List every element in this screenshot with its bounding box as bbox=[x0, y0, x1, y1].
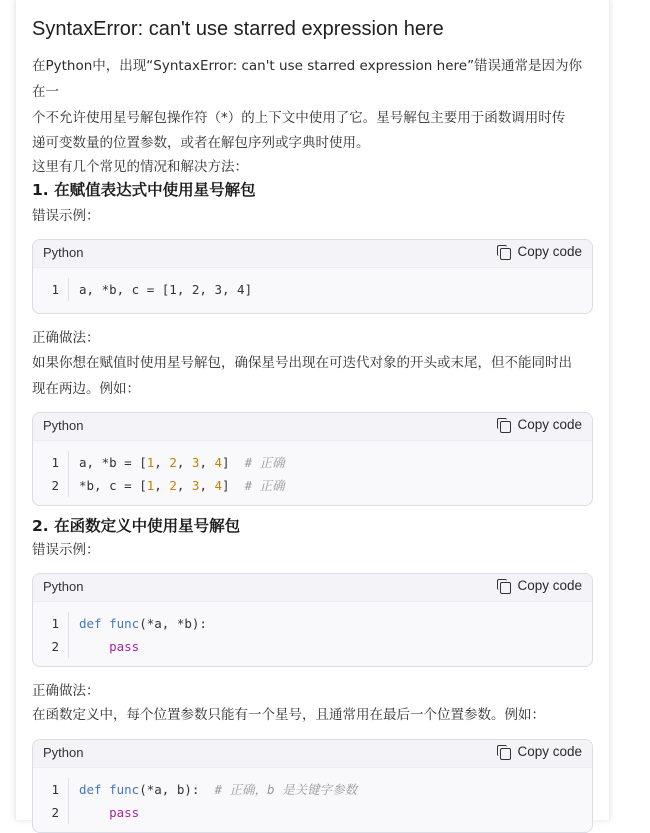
copy-code-label: Copy code bbox=[517, 244, 582, 259]
copy-code-button[interactable] bbox=[497, 417, 582, 432]
section1-explain-2: 现在两边。例如： bbox=[32, 381, 140, 397]
code-comment: # 正确，b 是关键字参数 bbox=[214, 782, 358, 797]
code-text: *b, c = [1, 2, 3, 4] # 正确 bbox=[79, 478, 285, 493]
code-line bbox=[33, 778, 592, 801]
section2-right-label: 正确做法： bbox=[32, 683, 100, 699]
section2-wrong-label: 错误示例： bbox=[32, 542, 100, 558]
code-header bbox=[33, 413, 592, 441]
code-text: a, *b, c = [1, 2, 3, 4] bbox=[79, 282, 253, 297]
code-line bbox=[33, 635, 592, 658]
line-number: 1 bbox=[33, 778, 69, 801]
code-block-2 bbox=[32, 412, 593, 506]
copy-icon bbox=[497, 418, 511, 432]
code-language: Python bbox=[43, 418, 84, 433]
copy-code-label: Copy code bbox=[517, 578, 582, 593]
answer-content bbox=[32, 0, 594, 833]
intro-line-1: 在Python中，出现“SyntaxError: can't use starred expression here”错误通常是因为你在一 bbox=[32, 58, 583, 100]
code-body bbox=[33, 768, 592, 832]
code-header bbox=[33, 740, 592, 768]
page-title: SyntaxError: can't use starred expression here bbox=[32, 18, 444, 40]
code-header bbox=[33, 574, 592, 602]
line-number: 2 bbox=[33, 474, 69, 497]
code-text bbox=[69, 635, 139, 658]
code-language: Python bbox=[43, 245, 84, 260]
intro-line-3: 递可变数量的位置参数，或者在解包序列或字典时使用。 bbox=[32, 135, 370, 151]
copy-code-label: Copy code bbox=[517, 417, 582, 432]
code-line bbox=[33, 474, 592, 497]
line-number: 1 bbox=[33, 278, 69, 301]
code-line bbox=[33, 801, 592, 824]
code-body bbox=[33, 268, 592, 313]
section1-explain-1: 如果你想在赋值时使用星号解包，确保星号出现在可迭代对象的开头或末尾，但不能同时出 bbox=[32, 355, 572, 371]
intro-line-2: 个不允许使用星号解包操作符（*）的上下文中使用了它。星号解包主要用于函数调用时传 bbox=[32, 110, 566, 126]
line-number: 1 bbox=[33, 451, 69, 474]
section1-right-label: 正确做法： bbox=[32, 330, 100, 346]
code-comment: # 正确 bbox=[244, 478, 285, 493]
code-keyword: pass bbox=[109, 639, 140, 654]
line-number: 2 bbox=[33, 801, 69, 824]
line-number: 2 bbox=[33, 635, 69, 658]
copy-code-label: Copy code bbox=[517, 744, 582, 759]
code-line bbox=[33, 451, 592, 474]
section1-heading: 1. 在赋值表达式中使用星号解包 bbox=[32, 181, 256, 199]
code-line bbox=[33, 278, 592, 301]
code-text: def func(*a, b): # 正确，b 是关键字参数 bbox=[79, 782, 358, 797]
copy-icon bbox=[497, 579, 511, 593]
section2-heading: 2. 在函数定义中使用星号解包 bbox=[32, 517, 241, 535]
code-block-1 bbox=[32, 239, 593, 314]
copy-icon bbox=[497, 745, 511, 759]
code-language: Python bbox=[43, 579, 84, 594]
code-body bbox=[33, 602, 592, 666]
answer-panel bbox=[15, 0, 610, 820]
code-block-3 bbox=[32, 573, 593, 667]
code-block-4 bbox=[32, 739, 593, 833]
code-body bbox=[33, 441, 592, 505]
section1-wrong-label: 错误示例： bbox=[32, 208, 100, 224]
copy-code-button[interactable] bbox=[497, 744, 582, 759]
copy-icon bbox=[497, 245, 511, 259]
code-text bbox=[69, 801, 139, 824]
code-comment: # 正确 bbox=[244, 455, 285, 470]
code-text: a, *b = [1, 2, 3, 4] # 正确 bbox=[79, 455, 285, 470]
code-header bbox=[33, 240, 592, 268]
copy-code-button[interactable] bbox=[497, 244, 582, 259]
section2-explain: 在函数定义中，每个位置参数只能有一个星号，且通常用在最后一个位置参数。例如： bbox=[32, 707, 545, 723]
line-number: 1 bbox=[33, 612, 69, 635]
cases-intro: 这里有几个常见的情况和解决方法： bbox=[32, 159, 248, 175]
code-language: Python bbox=[43, 745, 84, 760]
code-keyword: pass bbox=[109, 805, 140, 820]
copy-code-button[interactable] bbox=[497, 578, 582, 593]
code-line bbox=[33, 612, 592, 635]
code-text: def func(*a, *b): bbox=[79, 616, 207, 631]
